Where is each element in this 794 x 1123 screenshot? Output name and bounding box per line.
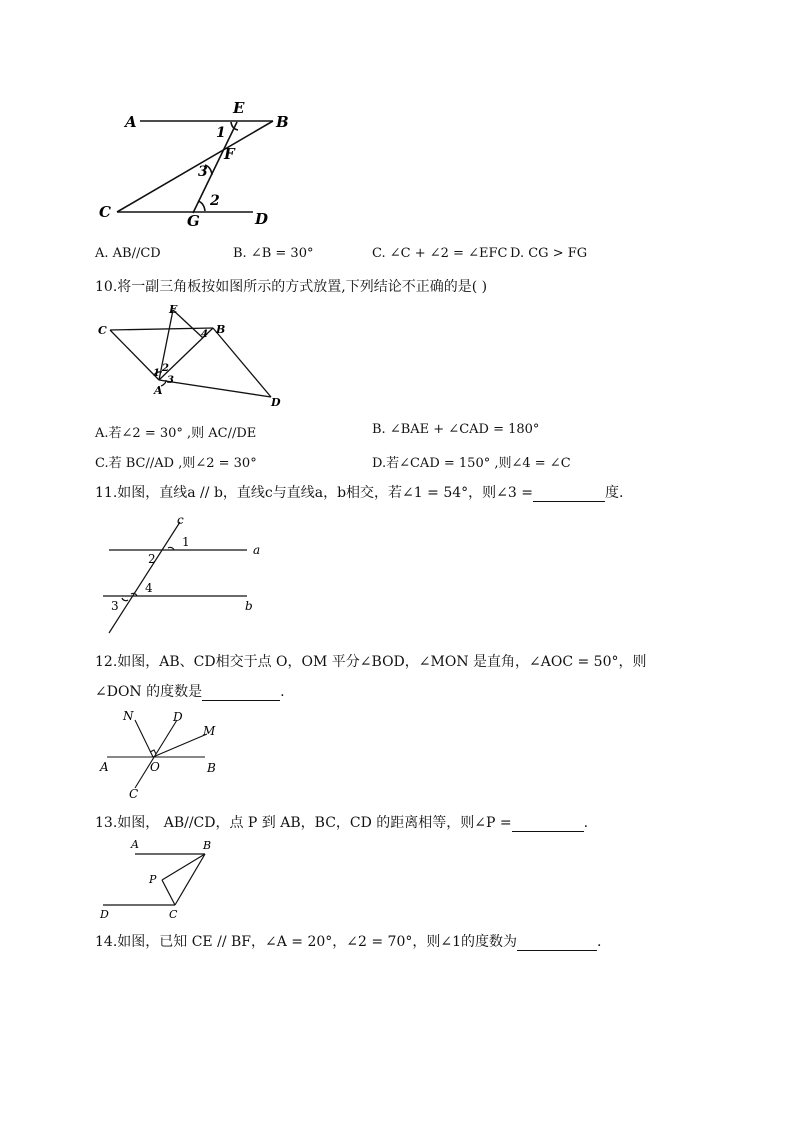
q10-option-c[interactable]: C.若 BC//AD ,则∠2 = 30° — [95, 456, 257, 471]
angle-3-arc — [122, 598, 128, 601]
q9-option-c[interactable]: C. ∠C + ∠2 = ∠EFC — [372, 246, 508, 261]
q11-figure — [95, 512, 275, 637]
line-ca — [110, 330, 159, 380]
q9-option-d[interactable]: D. CG > FG — [510, 246, 588, 261]
q9-label-c: C — [99, 203, 111, 221]
q11-stem-tail: 度. — [604, 485, 624, 501]
q11-stem — [95, 482, 623, 502]
q11-angle-4: 4 — [145, 581, 153, 595]
q9-angle-2: 2 — [210, 193, 220, 209]
q9-figure — [95, 95, 315, 235]
q11-angle-1: 1 — [182, 535, 190, 549]
q12-label-b: B — [207, 761, 216, 775]
line-ef — [173, 310, 203, 338]
line-pc — [162, 880, 175, 905]
q12-label-d: D — [173, 710, 183, 724]
q12-label-o: O — [150, 760, 160, 774]
q14-stem-text: 14.如图，已知 CE // BF，∠A = 20°，∠2 = 70°，则∠1的度数为 — [95, 934, 517, 950]
q9-label-a: A — [125, 113, 137, 131]
q9-label-f: F — [224, 145, 235, 163]
q10-option-d[interactable]: D.若∠CAD = 150° ,则∠4 = ∠C — [372, 456, 571, 471]
q11-label-b: b — [245, 599, 253, 613]
q13-label-c: C — [169, 908, 178, 921]
line-bd — [213, 328, 271, 397]
q11-angle-3: 3 — [111, 599, 119, 613]
q10-option-a[interactable]: A.若∠2 = 30° ,则 AC//DE — [95, 426, 257, 441]
q9-label-d: D — [255, 210, 269, 228]
q14-stem — [95, 931, 601, 951]
q9-option-b[interactable]: B. ∠B = 30° — [233, 246, 314, 261]
q13-stem-text: 13.如图， AB//CD，点 P 到 AB，BC，CD 的距离相等，则∠P = — [95, 815, 512, 831]
q11-stem-text: 11.如图，直线a // b，直线c与直线a，b相交，若∠1 = 54°，则∠3 = — [95, 485, 533, 501]
q13-figure — [95, 836, 225, 924]
q10-label-c: C — [98, 324, 107, 337]
q12-answer-blank[interactable] — [202, 686, 280, 701]
line-bp — [162, 854, 205, 880]
q12-stem2-text: ∠DON 的度数是 — [95, 684, 203, 700]
q12-label-n: N — [123, 709, 134, 723]
q14-stem-tail: . — [597, 934, 602, 950]
q13-label-p: P — [149, 873, 157, 886]
q12-label-c: C — [129, 787, 139, 801]
q12-label-m: M — [203, 724, 216, 738]
q11-answer-blank[interactable] — [533, 487, 605, 502]
q9-label-b: B — [276, 113, 289, 131]
q9-angle-1: 1 — [216, 125, 226, 141]
q13-label-d: D — [100, 908, 109, 921]
q10-label-e: E — [169, 303, 178, 316]
q10-angle-2: 2 — [162, 363, 169, 374]
q13-label-b: B — [203, 839, 212, 852]
q10-angle-3: 3 — [167, 375, 174, 386]
q11-label-a: a — [253, 543, 261, 557]
line-c — [109, 522, 180, 633]
q12-figure — [95, 708, 235, 803]
q13-label-a: A — [131, 838, 139, 851]
q10-figure — [95, 300, 295, 410]
q14-answer-blank[interactable] — [517, 936, 597, 951]
q10-angle-4: 4 — [201, 329, 208, 340]
q9-angle-3: 3 — [198, 164, 208, 180]
q12-stem-line2 — [95, 681, 285, 701]
q9-option-a[interactable]: A. AB//CD — [95, 246, 161, 261]
q13-stem-tail: . — [583, 815, 589, 831]
q10-option-b[interactable]: B. ∠BAE + ∠CAD = 180° — [372, 422, 540, 437]
line-bc — [175, 854, 205, 905]
q10-angle-1: 1 — [153, 368, 160, 379]
q13-answer-blank[interactable] — [512, 817, 584, 832]
q9-label-g: G — [187, 212, 200, 230]
line-cb — [110, 328, 213, 330]
q10-stem: 10.将一副三角板按如图所示的方式放置,下列结论不正确的是( ) — [95, 279, 488, 295]
q11-angle-2: 2 — [148, 552, 156, 566]
q9-label-e: E — [233, 99, 245, 117]
q11-label-c: c — [177, 513, 184, 527]
angle-2-arc — [198, 201, 205, 211]
line-ad — [159, 380, 271, 397]
q13-stem — [95, 812, 588, 832]
q10-label-d: D — [271, 396, 281, 409]
q12-stem-tail: . — [280, 684, 285, 700]
line-cb — [117, 121, 273, 212]
q10-label-a: A — [154, 384, 163, 397]
q12-stem: 12.如图，AB、CD相交于点 O，OM 平分∠BOD，∠MON 是直角，∠AOC = 50°，则 — [95, 654, 647, 670]
q12-label-a: A — [100, 760, 109, 774]
q10-label-b: B — [216, 323, 226, 336]
